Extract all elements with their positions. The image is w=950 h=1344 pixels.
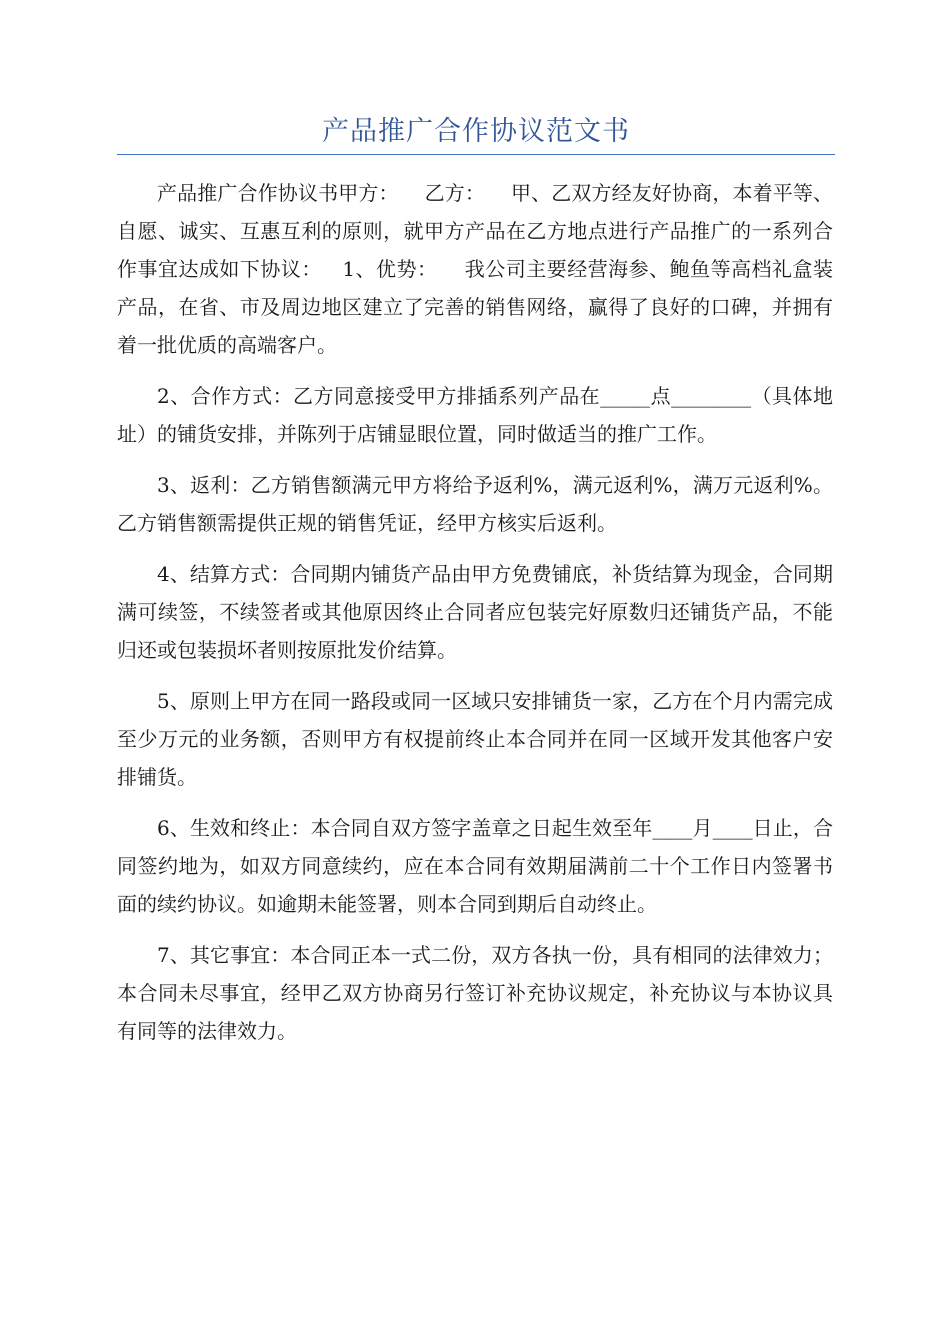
title-underline [117,154,835,155]
document-body [117,174,910,1063]
paragraph-settlement: 4、结算方式：合同期内铺货产品由甲方免费铺底，补货结算为现金，合同期满可续签，不续签者或其他原因终止合同者应包装完好原数归还铺货产品，不能归还或包装损坏者则按原批发价结算。 [117,562,833,662]
paragraph-exclusivity: 5、原则上甲方在同一路段或同一区域只安排铺货一家，乙方在个月内需完成至少万元的业务额，否则甲方有权提前终止本合同并在同一区域开发其他客户安排铺货。 [117,689,833,789]
paragraph-effect-termination: 6、生效和终止：本合同自双方签字盖章之日起生效至年____月____日止，合同签约地为，如双方同意续约，应在本合同有效期届满前二十个工作日内签署书面的续约协议。如逾期未能签署，则本合同到期后自动终止。 [117,816,833,916]
paragraph-cooperation-method: 2、合作方式：乙方同意接受甲方排插系列产品在_____点________（具体地址）的铺货安排，并陈列于店铺显眼位置，同时做适当的推广工作。 [117,384,833,446]
paragraph-intro: 产品推广合作协议书甲方： 乙方： 甲、乙双方经友好协商，本着平等、自愿、诚实、互惠互利的原则，就甲方产品在乙方地点进行产品推广的一系列合作事宜达成如下协议： 1、优势： 我公司主要经营海参、鲍鱼等高档礼盒装产品，在省、市及周边地区建立了完善的销售网络，赢得了良好的口碑，并拥有着一批优质的高端客户。 [117,181,833,357]
document-title: 产品推广合作协议范文书 [322,116,630,147]
paragraph-other-matters: 7、其它事宜：本合同正本一式二份，双方各执一份，具有相同的法律效力； 本合同未尽事宜，经甲乙双方协商另行签订补充协议规定，补充协议与本协议具有同等的法律效力。 [117,943,910,1043]
paragraph-rebate: 3、返利：乙方销售额满元甲方将给予返利%，满元返利%，满万元返利%。乙方销售额需提供正规的销售凭证，经甲方核实后返利。 [117,473,833,535]
